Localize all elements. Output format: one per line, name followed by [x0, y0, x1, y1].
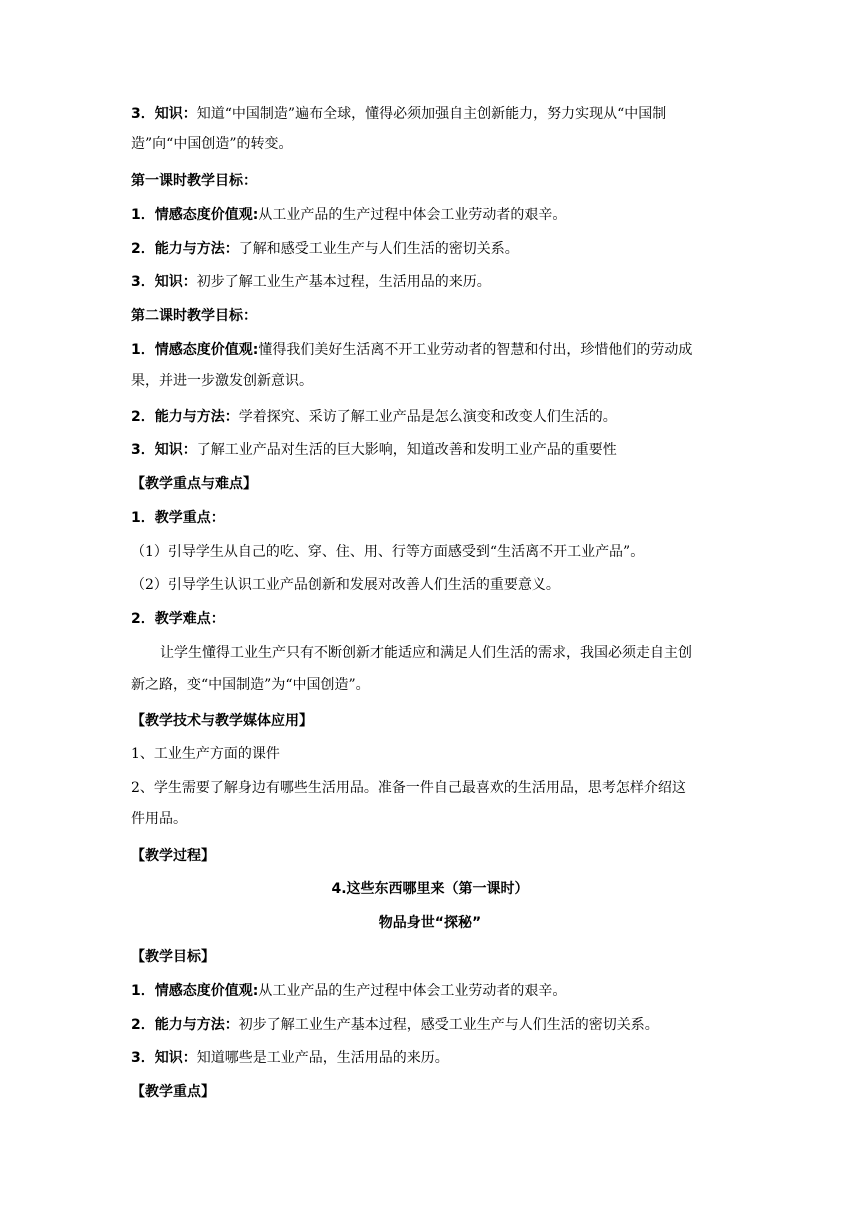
heading-key-points: 【教学重点与难点】	[131, 476, 257, 492]
heading-key-point-2: 【教学重点】	[131, 1084, 215, 1100]
label-ability: 2．能力与方法：	[131, 241, 239, 257]
media-item-1: 1、工业生产方面的课件	[131, 746, 280, 762]
paragraph-knowledge-goal	[131, 104, 731, 124]
text-knowledge: 知道“中国制造”遍布全球，懂得必须加强自主创新能力，努力实现从“中国制	[196, 106, 667, 122]
subheading-difficulty: 2．教学难点：	[131, 611, 225, 627]
difficulty-text: 让学生懂得工业生产只有不断创新才能适应和满足人们生活的需求，我国必须走自主创	[160, 645, 692, 661]
difficulty-text-cont: 新之路，变“中国制造”为“中国创造”。	[131, 677, 370, 693]
key-point-2: （2）引导学生认识工业产品创新和发展对改善人们生活的重要意义。	[131, 577, 560, 593]
label-knowledge: 3．知识：	[131, 106, 197, 122]
heading-lesson1-goals: 第一课时教学目标：	[131, 173, 257, 189]
heading-media: 【教学技术与教学媒体应用】	[131, 713, 313, 729]
key-point-1: （1）引导学生从自己的吃、穿、住、用、行等方面感受到“生活离不开工业产品”。	[131, 544, 645, 560]
label-goal-emotion: 1．情感态度价值观:	[131, 983, 259, 999]
label-ability-2: 2．能力与方法：	[131, 409, 239, 425]
item-emotion-2	[131, 340, 731, 360]
media-item-2-cont: 件用品。	[131, 811, 187, 827]
heading-process: 【教学过程】	[131, 848, 215, 864]
text-goal-knowledge: 知道哪些是工业产品，生活用品的来历。	[196, 1050, 449, 1066]
label-emotion-2: 1．情感态度价值观:	[131, 342, 259, 358]
lesson-title: 4.这些东西哪里来（第一课时）	[331, 881, 529, 897]
goal-emotion	[131, 981, 731, 1001]
label-goal-ability: 2．能力与方法：	[131, 1017, 239, 1033]
lesson-subtitle: 物品身世“探秘”	[378, 915, 482, 931]
text-emotion: 从工业产品的生产过程中体会工业劳动者的艰辛。	[258, 207, 567, 223]
text-ability-2: 学着探究、采访了解工业产品是怎么演变和改变人们生活的。	[238, 409, 617, 425]
goal-knowledge	[131, 1048, 731, 1068]
label-knowledge-2: 3．知识：	[131, 274, 197, 290]
goal-ability	[131, 1015, 731, 1035]
text-knowledge-2: 初步了解工业生产基本过程，生活用品的来历。	[196, 274, 491, 290]
label-knowledge-3: 3．知识：	[131, 442, 197, 458]
label-emotion: 1．情感态度价值观:	[131, 207, 259, 223]
item-knowledge-3	[131, 440, 731, 460]
item-ability	[131, 239, 731, 259]
text-knowledge-3: 了解工业产品对生活的巨大影响，知道改善和发明工业产品的重要性	[196, 442, 617, 458]
text-goal-emotion: 从工业产品的生产过程中体会工业劳动者的艰辛。	[258, 983, 567, 999]
item-knowledge	[131, 272, 731, 292]
item-ability-2	[131, 407, 731, 427]
text-emotion-2: 懂得我们美好生活离不开工业劳动者的智慧和付出，珍惜他们的劳动成	[258, 342, 693, 358]
paragraph-continuation: 造”向“中国创造”的转变。	[131, 136, 293, 152]
item-emotion-2-cont: 果，并进一步激发创新意识。	[131, 373, 313, 389]
label-goal-knowledge: 3．知识：	[131, 1050, 197, 1066]
media-item-2: 2、学生需要了解身边有哪些生活用品。准备一件自己最喜欢的生活用品，思考怎样介绍这	[131, 780, 686, 796]
text-goal-ability: 初步了解工业生产基本过程，感受工业生产与人们生活的密切关系。	[238, 1017, 659, 1033]
text-ability: 了解和感受工业生产与人们生活的密切关系。	[238, 241, 519, 257]
heading-lesson2-goals: 第二课时教学目标：	[131, 308, 257, 324]
item-emotion	[131, 205, 731, 225]
subheading-key-point: 1．教学重点：	[131, 510, 225, 526]
heading-teaching-goals: 【教学目标】	[131, 949, 215, 965]
